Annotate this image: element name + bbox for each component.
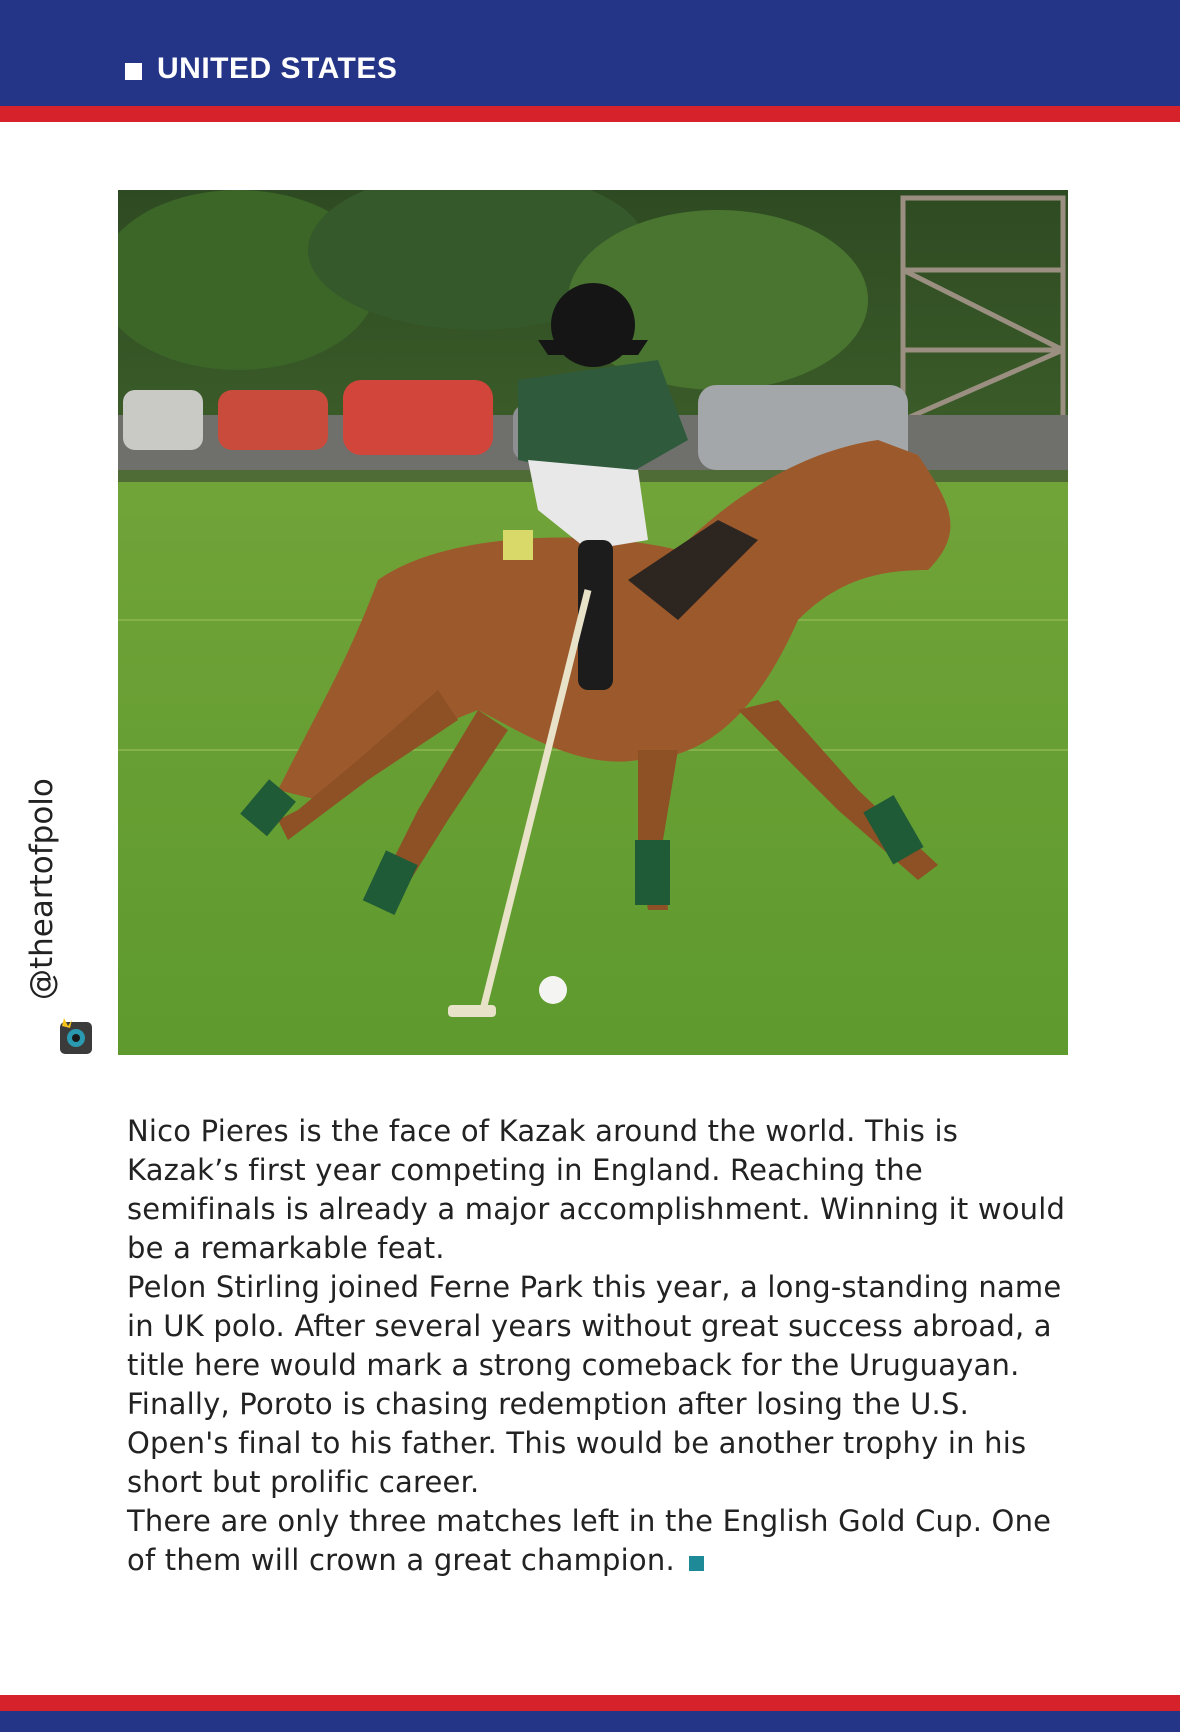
- photo-credit: @theartofpolo: [24, 778, 60, 1000]
- camera-flash-icon: [58, 1016, 94, 1056]
- section-label: UNITED STATES: [157, 52, 398, 85]
- article-paragraph: Nico Pieres is the face of Kazak around the world. This is Kazak’s first year competing in England. Reaching the semifinals is already a major accomplishment. Winning it would be a remarkable feat.: [127, 1114, 1066, 1265]
- polo-ball: [539, 976, 567, 1004]
- footer-red-stripe: [0, 1695, 1180, 1711]
- section-marker-icon: [125, 63, 142, 80]
- article-body: [127, 1112, 1067, 1580]
- article-paragraph: Pelon Stirling joined Ferne Park this year, a long-standing name in UK polo. After several years without great success abroad, a title here would mark a strong comeback for the Uruguayan.: [127, 1270, 1062, 1382]
- header-red-stripe: [0, 106, 1180, 122]
- article-paragraph: Finally, Poroto is chasing redemption after losing the U.S. Open's final to his father. This would be another trophy in his short but prolific career.: [127, 1387, 1027, 1499]
- article-paragraph-final: [127, 1502, 1067, 1580]
- article-paragraph-text: There are only three matches left in the English Gold Cup. One of them will crown a great champion.: [127, 1504, 1052, 1577]
- polo-photo: [118, 190, 1068, 1055]
- footer-bar: [0, 1711, 1180, 1732]
- end-of-article-marker-icon: [689, 1556, 704, 1571]
